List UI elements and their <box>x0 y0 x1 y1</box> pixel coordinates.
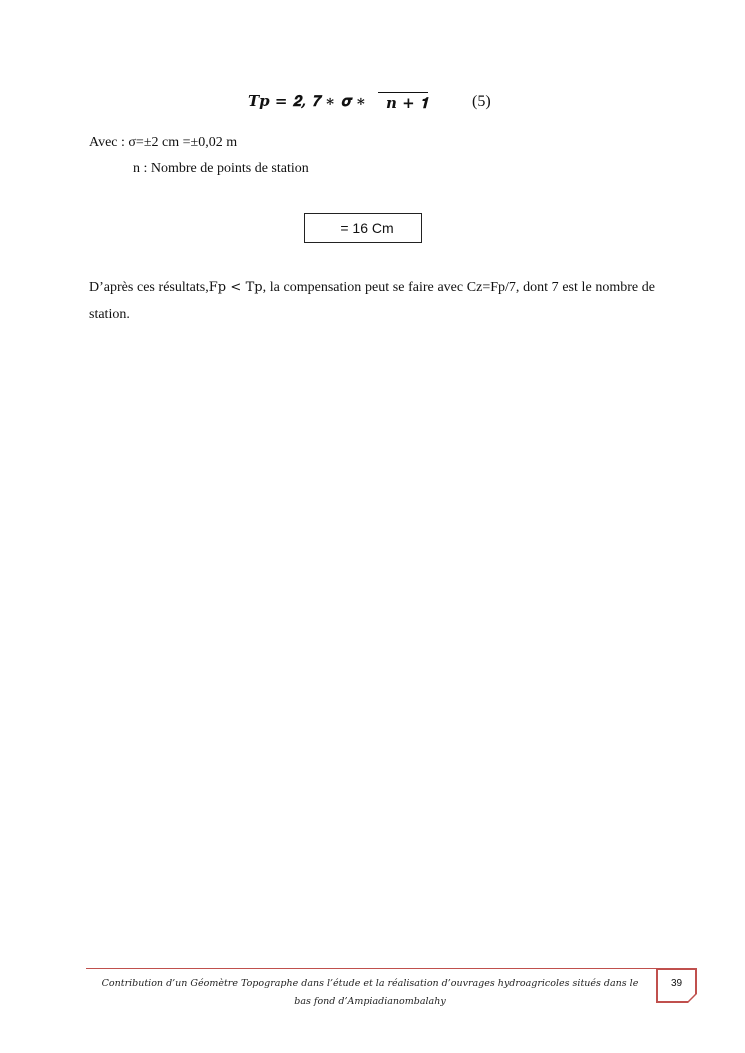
formula-lhs: 𝑻𝒑 = 𝟐, 𝟕 ∗ 𝛔 ∗ <box>248 92 367 110</box>
conclusion-paragraph <box>89 274 655 328</box>
formula-radical: 𝒏 + 𝟏 <box>378 92 428 113</box>
formula-number: (5) <box>472 93 491 110</box>
inequality-math: Fp < Tp <box>208 280 263 295</box>
sigma-definition: Avec : σ=±2 cm =±0,02 m <box>89 135 238 150</box>
tolerance-formula <box>248 92 508 114</box>
paragraph-text-end: , la compensation peut se faire avec Cz=Fp/7, dont 7 est le nombre de station. <box>89 280 656 322</box>
page-number: 39 <box>670 978 683 989</box>
footer-caption: Contribution d’un Géomètre Topographe dans l’étude et la réalisation d’ouvrages hydroagricoles situés dans le bas fond d’Ampiadianombalahy <box>101 978 639 1007</box>
result-box: = 16 Cm <box>304 213 422 243</box>
paragraph-text-start: D’après ces résultats, <box>89 280 209 295</box>
footer-divider <box>86 968 656 969</box>
page-number-badge <box>656 968 697 1003</box>
n-definition: n : Nombre de points de station <box>133 161 309 176</box>
page-curl-icon <box>687 993 697 1003</box>
